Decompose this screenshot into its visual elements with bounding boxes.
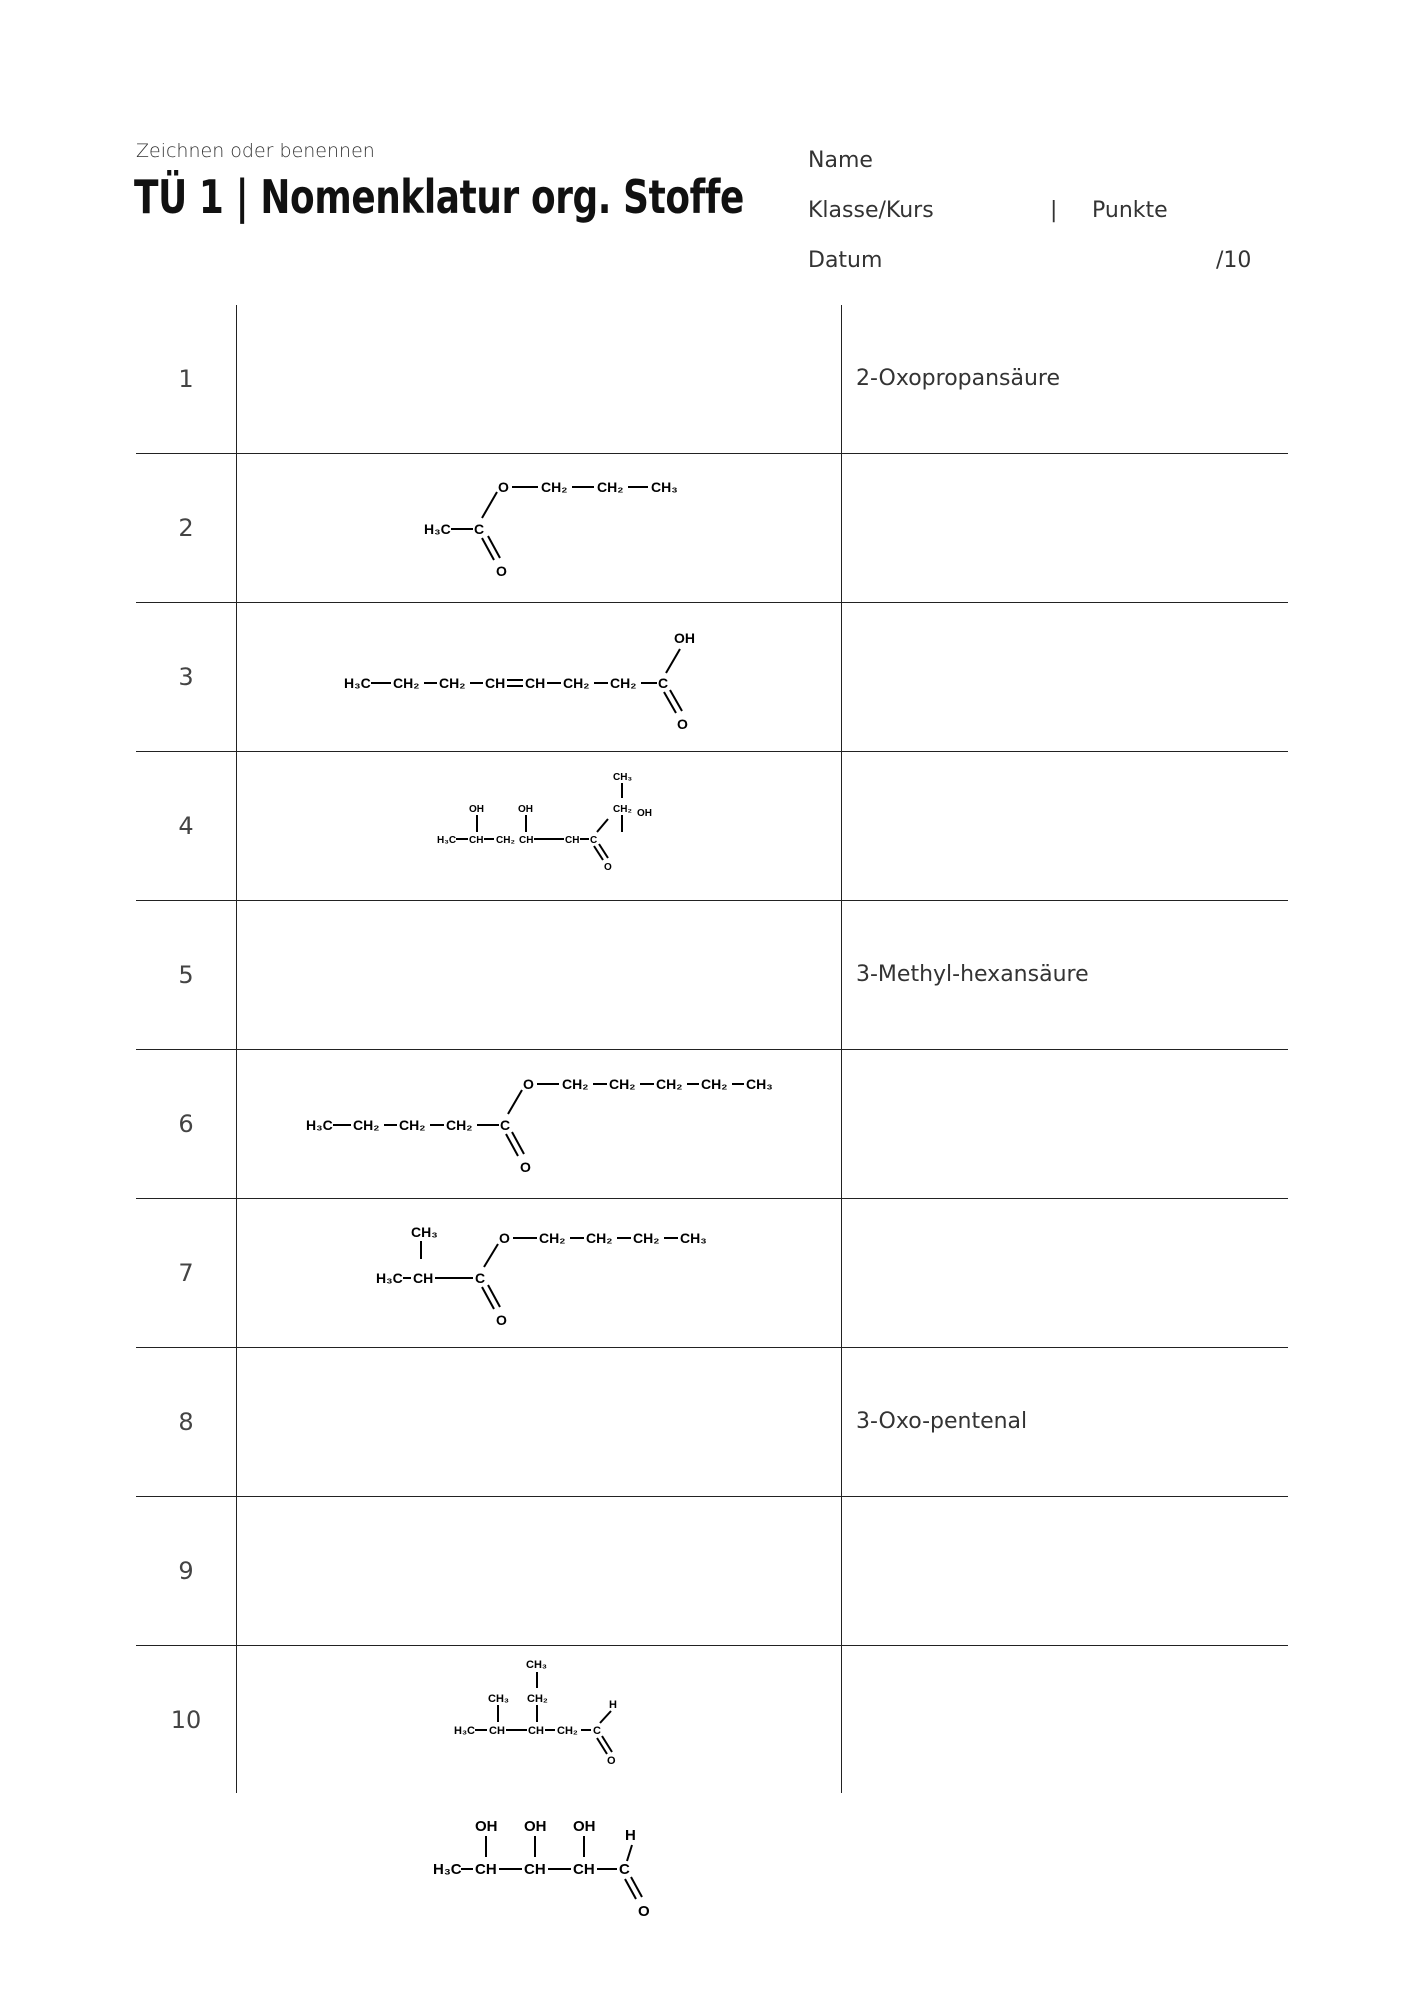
formula-atom: H₃C [437, 835, 457, 846]
compound-name: 3-Methyl-hexansäure [856, 962, 1089, 987]
formula-atom: CH₂ [393, 675, 420, 691]
date-label: Datum [808, 248, 883, 273]
formula-atom: OH [573, 1818, 596, 1835]
formula-atom: CH₂ [527, 1693, 548, 1705]
formula-atom: CH₃ [526, 1659, 547, 1671]
formula-atom: CH₂ [633, 1230, 660, 1246]
formula-atom: CH₂ [609, 1076, 636, 1092]
formula-atom: O [499, 1230, 510, 1246]
formula-atom: H₃C [454, 1725, 475, 1737]
formula-atom: CH [489, 1725, 505, 1737]
formula-atom: C [658, 675, 669, 691]
formula-atom: H₃C [433, 1861, 462, 1878]
formula-atom: CH [519, 835, 534, 846]
row-number: 8 [178, 1408, 194, 1436]
formula-atom: C [500, 1117, 511, 1133]
formula-atom: OH [475, 1818, 498, 1835]
formula-atom: C [475, 1270, 486, 1286]
row-divider [136, 900, 1288, 901]
exercise-table [136, 305, 1288, 1920]
formula-atom: O [496, 1312, 507, 1328]
structural-formula-7 [237, 1199, 841, 1347]
formula-atom: CH [573, 1861, 595, 1878]
formula-atom: CH [485, 675, 506, 691]
formula-atom: CH₃ [411, 1224, 438, 1240]
formula-atom: O [607, 1755, 616, 1767]
structural-formula-6 [237, 1050, 841, 1198]
structural-formula-9 [237, 1646, 841, 1794]
row-number: 2 [178, 514, 194, 542]
formula-atom: CH₂ [353, 1117, 380, 1133]
formula-atom: CH₂ [586, 1230, 613, 1246]
formula-atom: O [638, 1903, 650, 1920]
formula-atom: OH [674, 630, 695, 646]
row-divider [136, 1496, 1288, 1497]
formula-atom: C [619, 1861, 630, 1878]
formula-atom: H [625, 1827, 636, 1844]
formula-atom: CH [413, 1270, 434, 1286]
row-number: 1 [178, 365, 194, 393]
compound-name: 2-Oxopropansäure [856, 366, 1061, 391]
formula-atom: CH₂ [399, 1117, 426, 1133]
formula-atom: O [496, 563, 507, 579]
row-number: 10 [170, 1706, 202, 1734]
formula-atom: OH [637, 808, 652, 819]
formula-atom: CH₂ [439, 675, 466, 691]
formula-atom: O [677, 716, 688, 732]
class-label: Klasse/Kurs [808, 198, 934, 223]
formula-atom: O [523, 1076, 534, 1092]
formula-atom: C [590, 835, 598, 846]
formula-atom: CH₂ [597, 479, 624, 495]
row-number: 5 [178, 961, 194, 989]
formula-atom: CH₃ [680, 1230, 707, 1246]
structural-formula-10 [237, 1795, 841, 1943]
formula-atom: CH₂ [446, 1117, 473, 1133]
formula-atom: H₃C [376, 1270, 403, 1286]
row-number: 9 [178, 1557, 194, 1585]
row-divider [136, 1347, 1288, 1348]
row-number: 6 [178, 1110, 194, 1138]
formula-atom: CH [469, 835, 484, 846]
formula-atom: CH [475, 1861, 497, 1878]
formula-atom: CH [525, 675, 546, 691]
formula-atom: H₃C [306, 1117, 333, 1133]
formula-atom: CH [524, 1861, 546, 1878]
formula-atom: OH [518, 804, 533, 815]
formula-atom: CH₂ [539, 1230, 566, 1246]
formula-atom: OH [469, 804, 484, 815]
name-label: Name [808, 148, 873, 173]
formula-atom: C [474, 521, 485, 537]
formula-atom: CH [528, 1725, 544, 1737]
formula-atom: H₃C [344, 675, 371, 691]
formula-atom: OH [524, 1818, 547, 1835]
row-number: 4 [178, 812, 194, 840]
formula-atom: O [520, 1159, 531, 1175]
formula-atom: CH₂ [541, 479, 568, 495]
formula-atom: CH₃ [651, 479, 678, 495]
formula-atom: CH₂ [610, 675, 637, 691]
formula-atom: CH₂ [563, 675, 590, 691]
points-total: /10 [1216, 248, 1252, 273]
header-separator: | [1050, 198, 1058, 223]
formula-atom: CH₃ [488, 1693, 509, 1705]
points-label: Punkte [1092, 198, 1168, 223]
formula-atom: H [609, 1699, 617, 1711]
formula-atom: CH₂ [656, 1076, 683, 1092]
formula-atom: CH₂ [562, 1076, 589, 1092]
structural-formula-3 [237, 603, 841, 751]
formula-atom: O [604, 862, 612, 873]
formula-atom: CH₂ [557, 1725, 578, 1737]
compound-name: 3-Oxo-pentenal [856, 1409, 1028, 1434]
formula-atom: C [593, 1725, 601, 1737]
formula-atom: CH₃ [613, 772, 633, 783]
structural-formula-4 [237, 752, 841, 900]
formula-atom: CH [565, 835, 580, 846]
worksheet-subtitle: Zeichnen oder benennen [136, 140, 375, 162]
formula-atom: CH₂ [701, 1076, 728, 1092]
formula-atom: CH₂ [496, 835, 515, 846]
formula-atom: O [498, 479, 509, 495]
formula-atom: H₃C [424, 521, 451, 537]
formula-atom: CH₃ [746, 1076, 773, 1092]
row-number: 7 [178, 1259, 194, 1287]
formula-atom: CH₂ [613, 804, 632, 815]
row-number: 3 [178, 663, 194, 691]
worksheet-title: TÜ 1 | Nomenklatur org. Stoffe [134, 170, 745, 224]
structural-formula-2 [237, 454, 841, 602]
